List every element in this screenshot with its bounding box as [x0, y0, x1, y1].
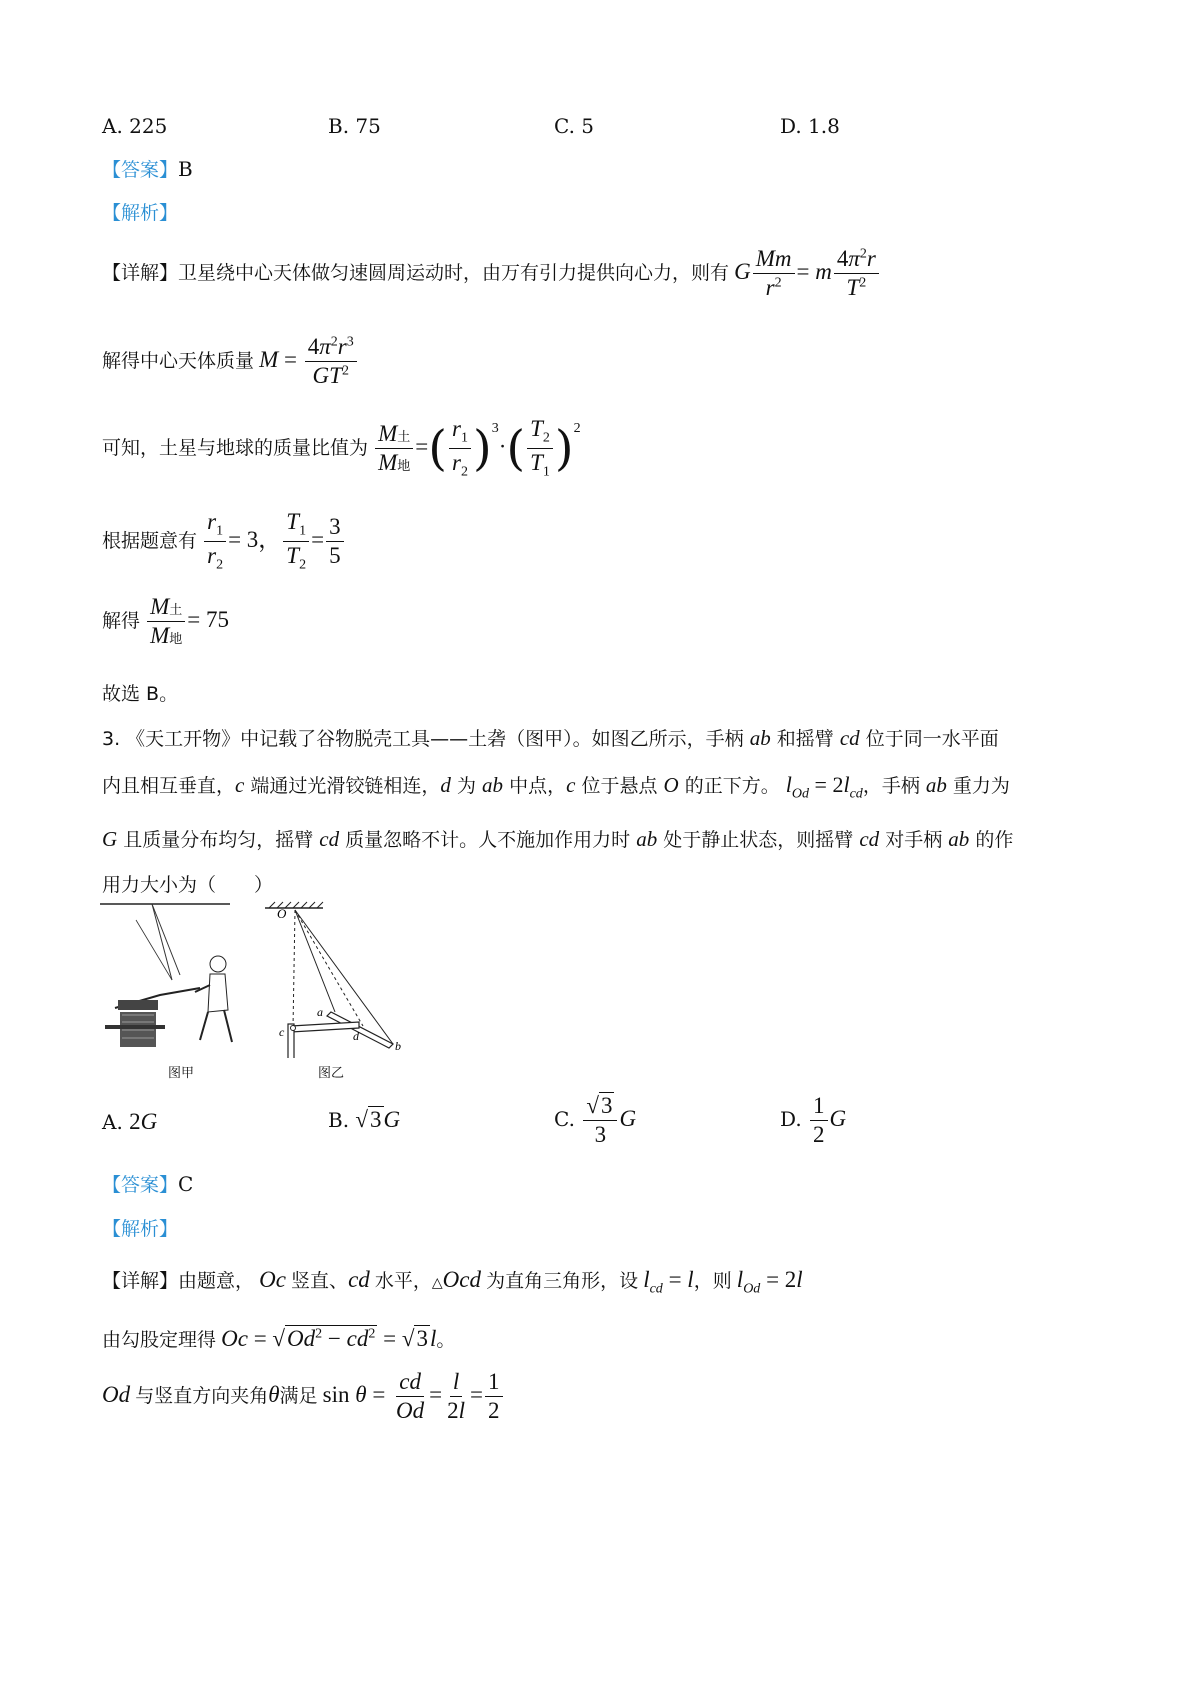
- q2-conclusion: 故选 B。: [102, 683, 179, 705]
- q2-answer-line: [102, 159, 193, 180]
- label-a: a: [317, 1005, 323, 1019]
- detail-tag: 【详解】: [102, 1270, 179, 1292]
- q2-option-a: A. 225: [102, 114, 168, 138]
- gravitation-formula: G $\frac{Mm}{r^2}$ = m $\frac{4\pi^2r}{T^2}$: [734, 259, 881, 284]
- label-b: b: [395, 1039, 401, 1053]
- analysis-tag: 【解析】: [102, 202, 179, 224]
- mass-formula: M = $\frac{4\pi^2r^3}{GT^2}$: [259, 347, 359, 372]
- answer-value: B: [178, 157, 193, 181]
- q3-stem-line-2: 内且相互垂直，c 端通过光滑铰链相连，d 为 ab 中点，c 位于悬点 O 的正下方。 $l_{Od} = 2l_{cd}$，手柄 ab 重力为: [102, 772, 1010, 802]
- q2-result-line: [102, 595, 229, 648]
- answer-tag: 【答案】: [102, 159, 179, 181]
- figure-jia-illustration: [100, 900, 240, 1060]
- ratio-text: 可知，土星与地球的质量比值为: [102, 437, 369, 460]
- q3-option-d: D. $\frac{1}{2}$ G: [780, 1093, 847, 1148]
- q3-answer-line: [102, 1174, 193, 1195]
- figure-jia-caption: 图甲: [168, 1066, 195, 1081]
- q2-ratio-line: [102, 417, 581, 481]
- q3-stem-line-1: 3. 《天工开物》中记载了谷物脱壳工具——土砻（图甲）。如图乙所示，手柄 ab 和摇臂 cd 位于同一水平面: [102, 726, 999, 750]
- q3-stem-line-3: G 且质量分布均匀，摇臂 cd 质量忽略不计。人不施加作用力时 ab 处于静止状态，则摇臂 cd 对手柄 ab 的作: [102, 827, 1014, 851]
- q3-stem-line-4: 用力大小为（ ）: [102, 874, 274, 896]
- q3-detail-line: 【详解】由题意， Oc 竖直、cd 水平，△Ocd 为直角三角形，设 $l_{cd} = l$，则 $l_{Od} = 2l$: [102, 1267, 803, 1297]
- q3-pythagoras-line: 由勾股定理得 $Oc = √Od^2 - cd^2 = √3l$。: [102, 1326, 456, 1351]
- analysis-tag: 【解析】: [102, 1218, 179, 1240]
- q3-analysis-tag: [102, 1218, 178, 1239]
- answer-value: C: [178, 1172, 194, 1196]
- ratio-formula: $\frac{\text{M土}}{\text{M地}}$ =( $\frac{r_1}{r_2}$ )$^3$·( $\frac{T_2}{T_1}$ )$^2$: [373, 434, 581, 459]
- given-formula: $\frac{r_1}{r_2}$ = 3， $\frac{T_1}{T_2}$ = $\frac{3}{5}$: [202, 527, 345, 552]
- q2-option-c: C. 5: [554, 114, 595, 138]
- figure-yi-caption: 图乙: [318, 1066, 345, 1081]
- q3-angle-line: Od 与竖直方向夹角θ满足 sin θ = $\frac{cd}{Od}$ = $\frac{l}{2l}$ = $\frac{1}{2}$: [102, 1370, 505, 1423]
- q2-analysis-tag: [102, 202, 178, 223]
- label-O: O: [277, 906, 287, 921]
- detail-text: 卫星绕中心天体做匀速圆周运动时，由万有引力提供向心力，则有: [178, 261, 730, 284]
- answer-tag: 【答案】: [102, 1174, 179, 1196]
- q2-detail-line: [102, 247, 881, 300]
- result-text: 解得: [102, 609, 141, 632]
- mass-text: 解得中心天体质量: [102, 349, 255, 372]
- result-formula: $\frac{\text{M土}}{\text{M地}}$ = 75: [145, 607, 229, 632]
- q2-mass-line: [102, 335, 359, 388]
- q3-option-b: B. √3G: [328, 1107, 401, 1132]
- label-c: c: [279, 1025, 285, 1039]
- figure-yi-diagram: [255, 898, 415, 1058]
- label-d: d: [353, 1029, 359, 1043]
- q2-option-d: D. 1.8: [780, 114, 840, 138]
- given-text: 根据题意有: [102, 530, 198, 553]
- q3-option-a: A. 2G: [102, 1109, 158, 1134]
- q2-option-b: B. 75: [328, 114, 381, 138]
- q3-option-c: C. $\frac{√3}{3}$ G: [554, 1093, 637, 1148]
- q2-given-line: [102, 510, 346, 574]
- detail-tag: 【详解】: [102, 261, 179, 284]
